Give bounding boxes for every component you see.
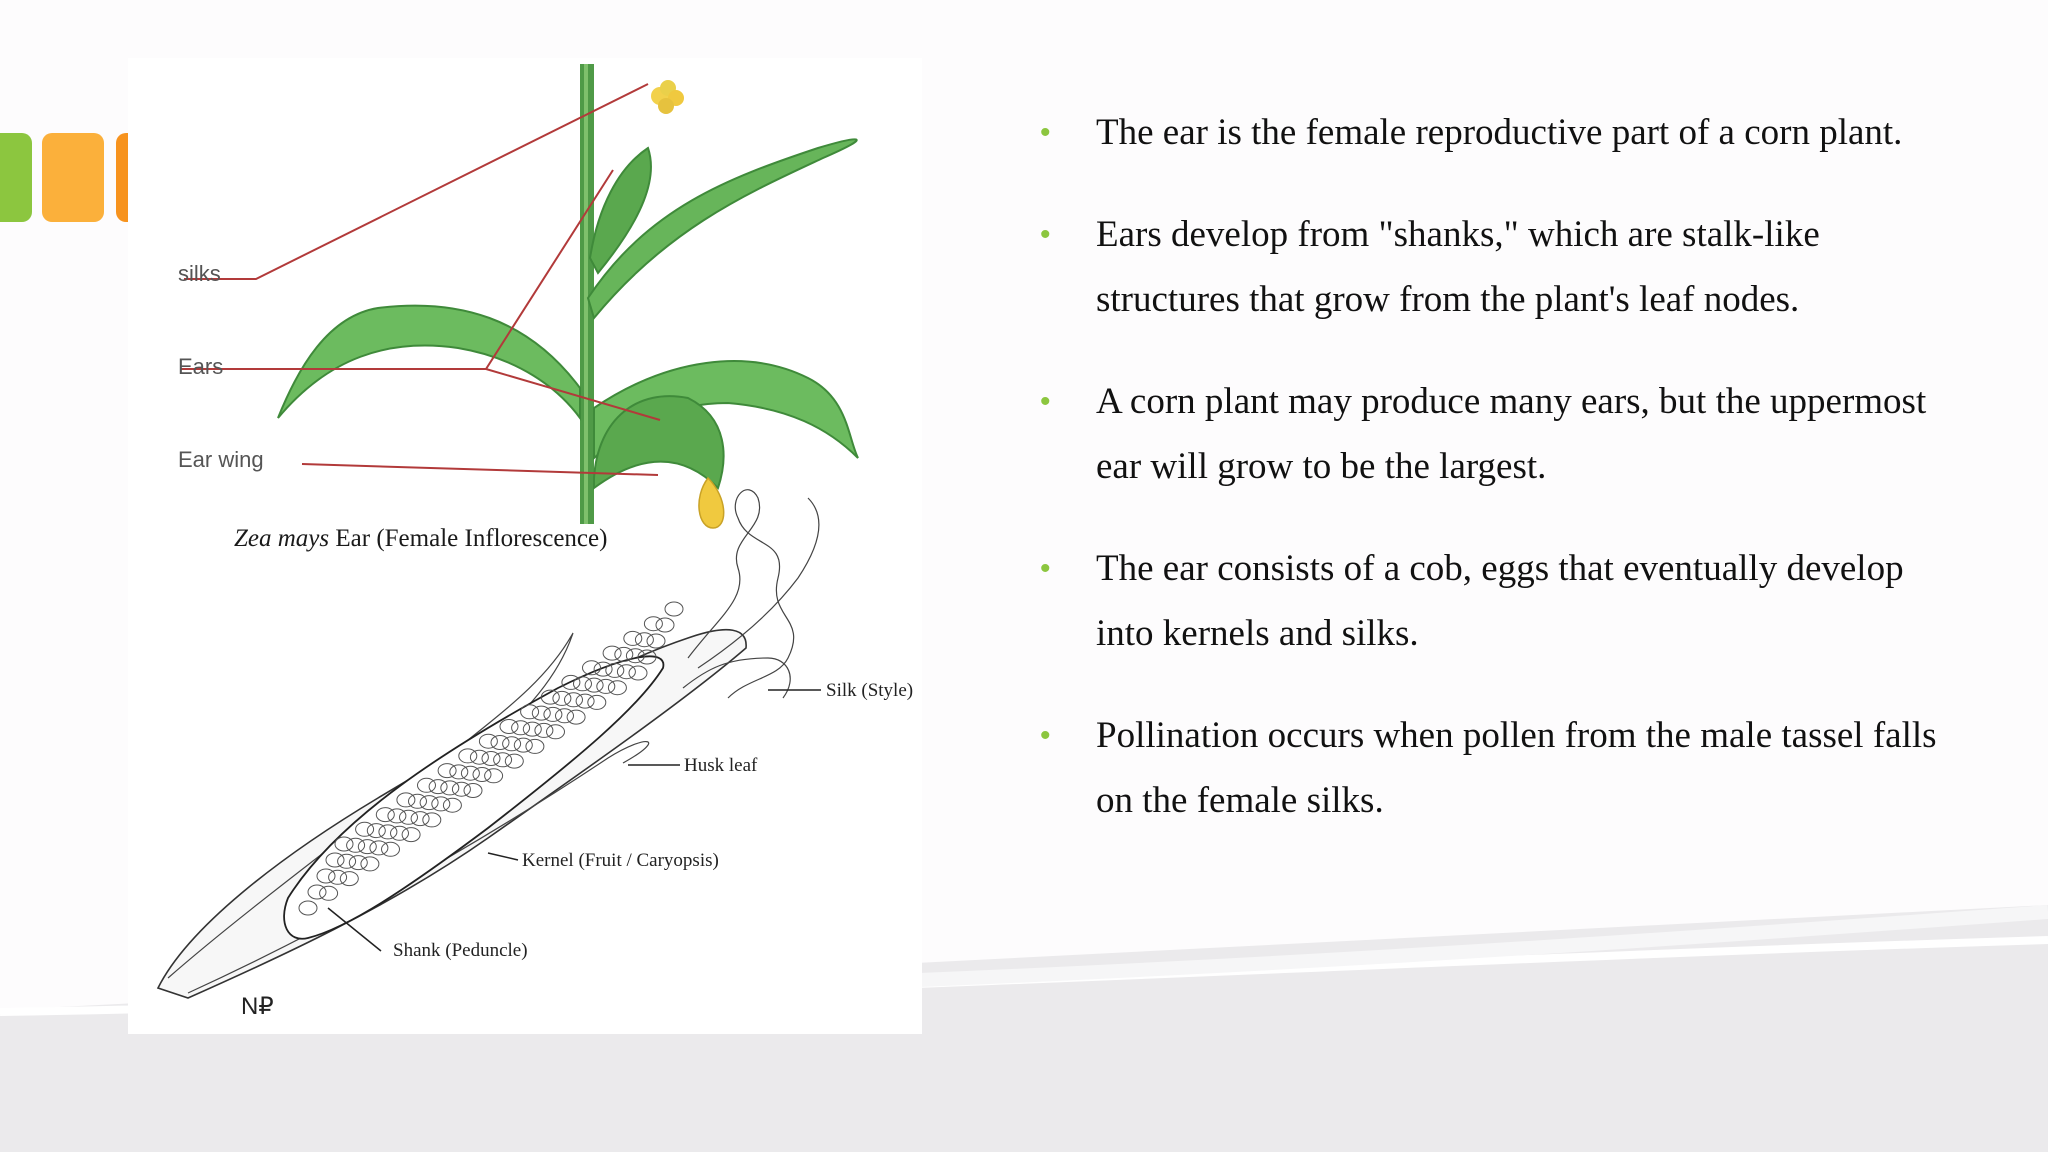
bullet-item xyxy=(1040,100,1940,165)
accent-block-green xyxy=(0,133,32,222)
corn-plant-drawing xyxy=(178,64,858,528)
bullet-text: The ear consists of a cob, eggs that eventually develop into kernels and silks. xyxy=(1096,548,1904,654)
label-kernel: Kernel (Fruit / Caryopsis) xyxy=(522,850,719,871)
kernel xyxy=(647,634,665,648)
bullet-item xyxy=(1040,369,1940,499)
corn-ear-figure xyxy=(128,58,922,1034)
caption-text: Ear (Female Inflorescence) xyxy=(329,525,608,552)
bullet-marker: • xyxy=(1040,719,1051,752)
bullet-item xyxy=(1040,536,1940,666)
bullet-text: Ears develop from "shanks," which are stalk-like structures that grow from the plant's leaf nodes. xyxy=(1096,214,1820,320)
bullet-text: A corn plant may produce many ears, but the uppermost ear will grow to be the largest. xyxy=(1096,381,1927,487)
bullet-marker: • xyxy=(1040,218,1051,251)
bullet-item xyxy=(1040,202,1940,332)
caption-species: Zea mays xyxy=(234,525,330,552)
bullet-text: The ear is the female reproductive part of a corn plant. xyxy=(1096,112,1903,153)
corn-cob-drawing xyxy=(158,490,913,998)
accent-block-yellow xyxy=(42,133,104,222)
figure-caption xyxy=(234,525,607,553)
kernel xyxy=(665,602,683,616)
bullet-text: Pollination occurs when pollen from the male tassel falls on the female silks. xyxy=(1096,715,1937,821)
bullet-marker: • xyxy=(1040,552,1051,585)
label-ear-wing: Ear wing xyxy=(178,447,264,472)
bullet-list xyxy=(1040,100,1940,870)
label-shank: Shank (Peduncle) xyxy=(393,940,528,961)
label-ears: Ears xyxy=(178,354,224,379)
bullet-marker: • xyxy=(1040,385,1051,418)
artist-mark: N₽ xyxy=(241,993,274,1020)
bullet-marker: • xyxy=(1040,116,1051,149)
label-silks: silks xyxy=(178,261,221,286)
label-husk-leaf: Husk leaf xyxy=(684,755,758,776)
kernel xyxy=(603,646,621,660)
kernel xyxy=(656,618,674,632)
bullet-item xyxy=(1040,703,1940,833)
label-silk-style: Silk (Style) xyxy=(826,680,914,701)
